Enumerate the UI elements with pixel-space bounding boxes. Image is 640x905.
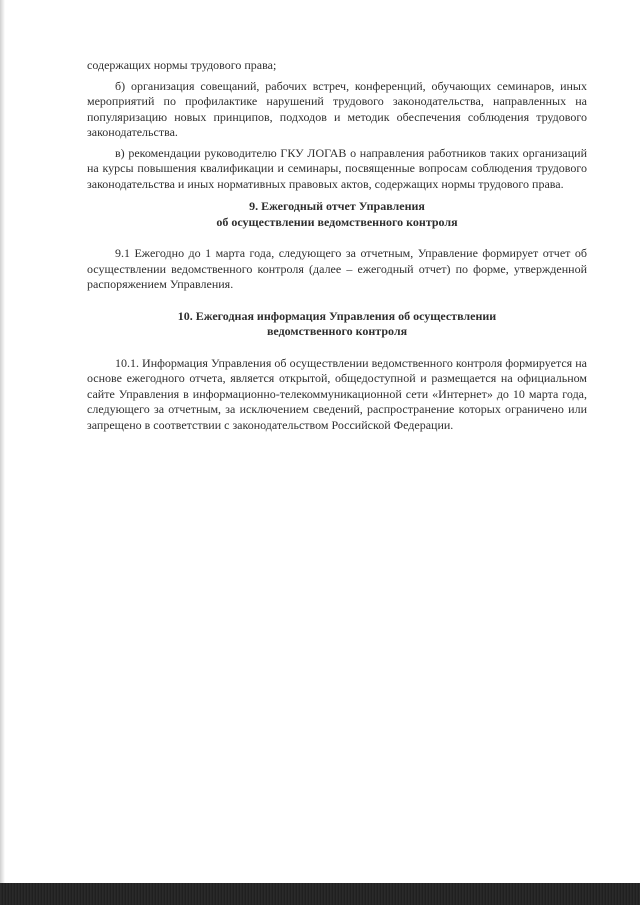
section-9-title-line-1: 9. Ежегодный отчет Управления xyxy=(249,199,425,213)
paragraph-10-1: 10.1. Информация Управления об осуществлении ведомственного контроля формируется на основе ежегодного отчета, является открытой, общедоступной и размещается на официальном сайте Управления в информационно-телекоммуникационной сети «Интернет» до 10 марта года, следующего за отчетным, за исключением сведений, распространение которых ограничено или запрещено в соответствии с законодательством Российской Федерации. xyxy=(87,355,587,432)
paragraph-9-1: 9.1 Ежегодно до 1 марта года, следующего за отчетным, Управление формирует отчет об осуществлении ведомственного контроля (далее – ежегодный отчет) по форме, утвержденной распоряжением Управления. xyxy=(87,246,587,291)
scan-bottom-border xyxy=(0,883,640,905)
section-10-heading xyxy=(87,309,587,340)
section-10-title-line-2: ведомственного контроля xyxy=(266,324,408,338)
section-10-title-line-1: 10. Ежегодная информация Управления об осуществлении xyxy=(177,308,497,323)
paragraph-item-v: в) рекомендации руководителю ГКУ ЛОГАВ о направления работников таких организаций на курсы повышения квалификации и семинары, посвященные вопросам соблюдения трудового законодательства и иных нормативных правовых актов, содержащих нормы трудового права. xyxy=(87,145,587,191)
paragraph-item-b: б) организация совещаний, рабочих встреч, конференций, обучающих семинаров, иных мероприятий по профилактике нарушений трудового законодательства, направленных на популяризацию новых принципов, подходов и методик обеспечения соблюдения трудового законодательства. xyxy=(87,78,587,139)
document-body xyxy=(87,58,587,433)
section-9-title-line-2: об осуществлении ведомственного контроля xyxy=(216,214,458,229)
continuation-line: содержащих нормы трудового права; xyxy=(87,58,277,72)
section-9-heading xyxy=(87,199,587,230)
scan-edge-shadow xyxy=(0,0,5,905)
